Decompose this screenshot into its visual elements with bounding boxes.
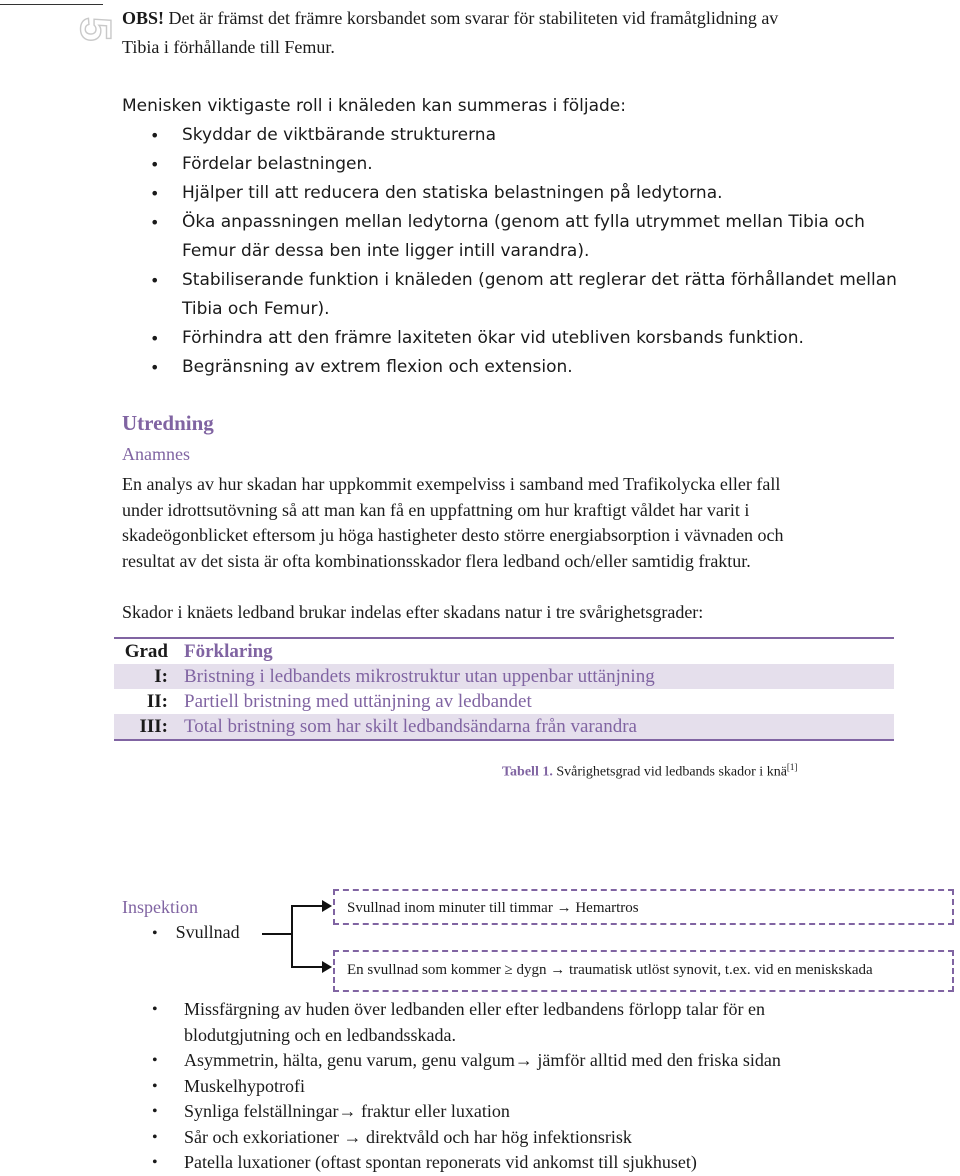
list-item: • Förhindra att den främre laxiteten ökar vid utebliven korsbands funktion. <box>120 324 912 353</box>
inspektion-heading: Inspektion <box>122 897 198 917</box>
page-number: 5 <box>71 17 120 42</box>
list-item: • Stabiliserande funktion i knäleden (genom att reglerar det rätta förhållandet mellan Tibia och Femur). <box>120 266 912 324</box>
connector-line <box>291 905 293 968</box>
obs-paragraph <box>122 6 902 60</box>
menisk-intro: Menisken viktigaste roll i knäleden kan summeras i följade: <box>122 96 626 116</box>
list-item: • Asymmetrin, hälta, genu varum, genu valgum→ jämför alltid med den friska sidan <box>122 1048 902 1074</box>
corner-rule <box>0 4 103 5</box>
table-header-row <box>114 638 894 664</box>
list-item: • Hjälper till att reducera den statiska belastningen på ledytorna. <box>120 179 912 208</box>
table-row: II: Partiell bristning med uttänjning av ledbandet <box>146 691 532 712</box>
svullnad-item: • Svullnad <box>152 922 240 942</box>
header-grad: Grad <box>114 638 176 664</box>
inspektion-list <box>122 997 902 1176</box>
list-item: • Begränsning av extrem flexion och extension. <box>120 353 912 382</box>
obs-label: OBS! <box>122 8 165 28</box>
obs-text: Det är främst det främre korsbandet som svarar för stabiliteten vid framåtglidning av <box>164 8 779 28</box>
list-item: • Synliga felställningar→ fraktur eller luxation <box>122 1099 902 1125</box>
header-forklaring: Förklaring <box>176 638 894 664</box>
table-row: III: Total bristning som har skilt ledbandsändarna från varandra <box>114 714 894 740</box>
list-item: • Fördelar belastningen. <box>120 150 912 179</box>
connector-line <box>262 933 292 935</box>
list-item: • Patella luxationer (oftast spontan reponerats vid ankomst till sjukhuset) <box>122 1150 902 1176</box>
anamnes-paragraph: En analys av hur skadan har uppkommit exempelviss i samband med Trafikolycka eller fall under idrottsutövning så att man kan få en uppfattning om hur kraftigt våldet har varit i skadeögonblicket eftersom ju höga hastigheter desto större energiabsorption i vävnaden och resultat av det sista är ofta kombinationsskador flera ledband och/eller samtidig fraktur. <box>122 474 784 571</box>
list-item: • Muskelhypotrofi <box>122 1074 902 1100</box>
obs-text-2: Tibia i förhållande till Femur. <box>122 36 335 57</box>
list-item: • Sår och exkoriationer → direktvåld och har hög infektionsrisk <box>122 1125 902 1151</box>
callout-box-2: En svullnad som kommer ≥ dygn → traumatisk utlöst synovit, t.ex. vid en meniskskada <box>333 950 954 992</box>
severity-table <box>114 637 894 741</box>
arrow-head-icon <box>322 961 332 973</box>
connector-line <box>291 966 325 968</box>
list-item: • Öka anpassningen mellan ledytorna (genom att fylla utrymmet mellan Tibia och Femur där dessa ben inte ligger intill varandra). <box>120 208 912 266</box>
utredning-heading: Utredning <box>122 411 214 435</box>
skador-intro: Skador i knäets ledband brukar indelas efter skadans natur i tre svårighetsgrader: <box>122 602 704 622</box>
arrow-head-icon <box>322 900 332 912</box>
anamnes-heading: Anamnes <box>122 444 190 464</box>
callout-box-1: Svullnad inom minuter till timmar → Hemartros <box>333 889 954 925</box>
table-caption: Tabell 1. Svårighetsgrad vid ledbands skador i knä[1] <box>502 762 798 780</box>
list-item: • Missfärgning av huden över ledbanden eller efter ledbandens förlopp talar för en blodutgjutning och en ledbandsskada. <box>122 997 902 1048</box>
menisk-section <box>122 92 912 382</box>
connector-line <box>291 905 325 907</box>
list-item: • Skyddar de viktbärande strukturerna <box>120 121 912 150</box>
table-row: I: Bristning i ledbandets mikrostruktur utan uppenbar uttänjning <box>114 664 894 689</box>
